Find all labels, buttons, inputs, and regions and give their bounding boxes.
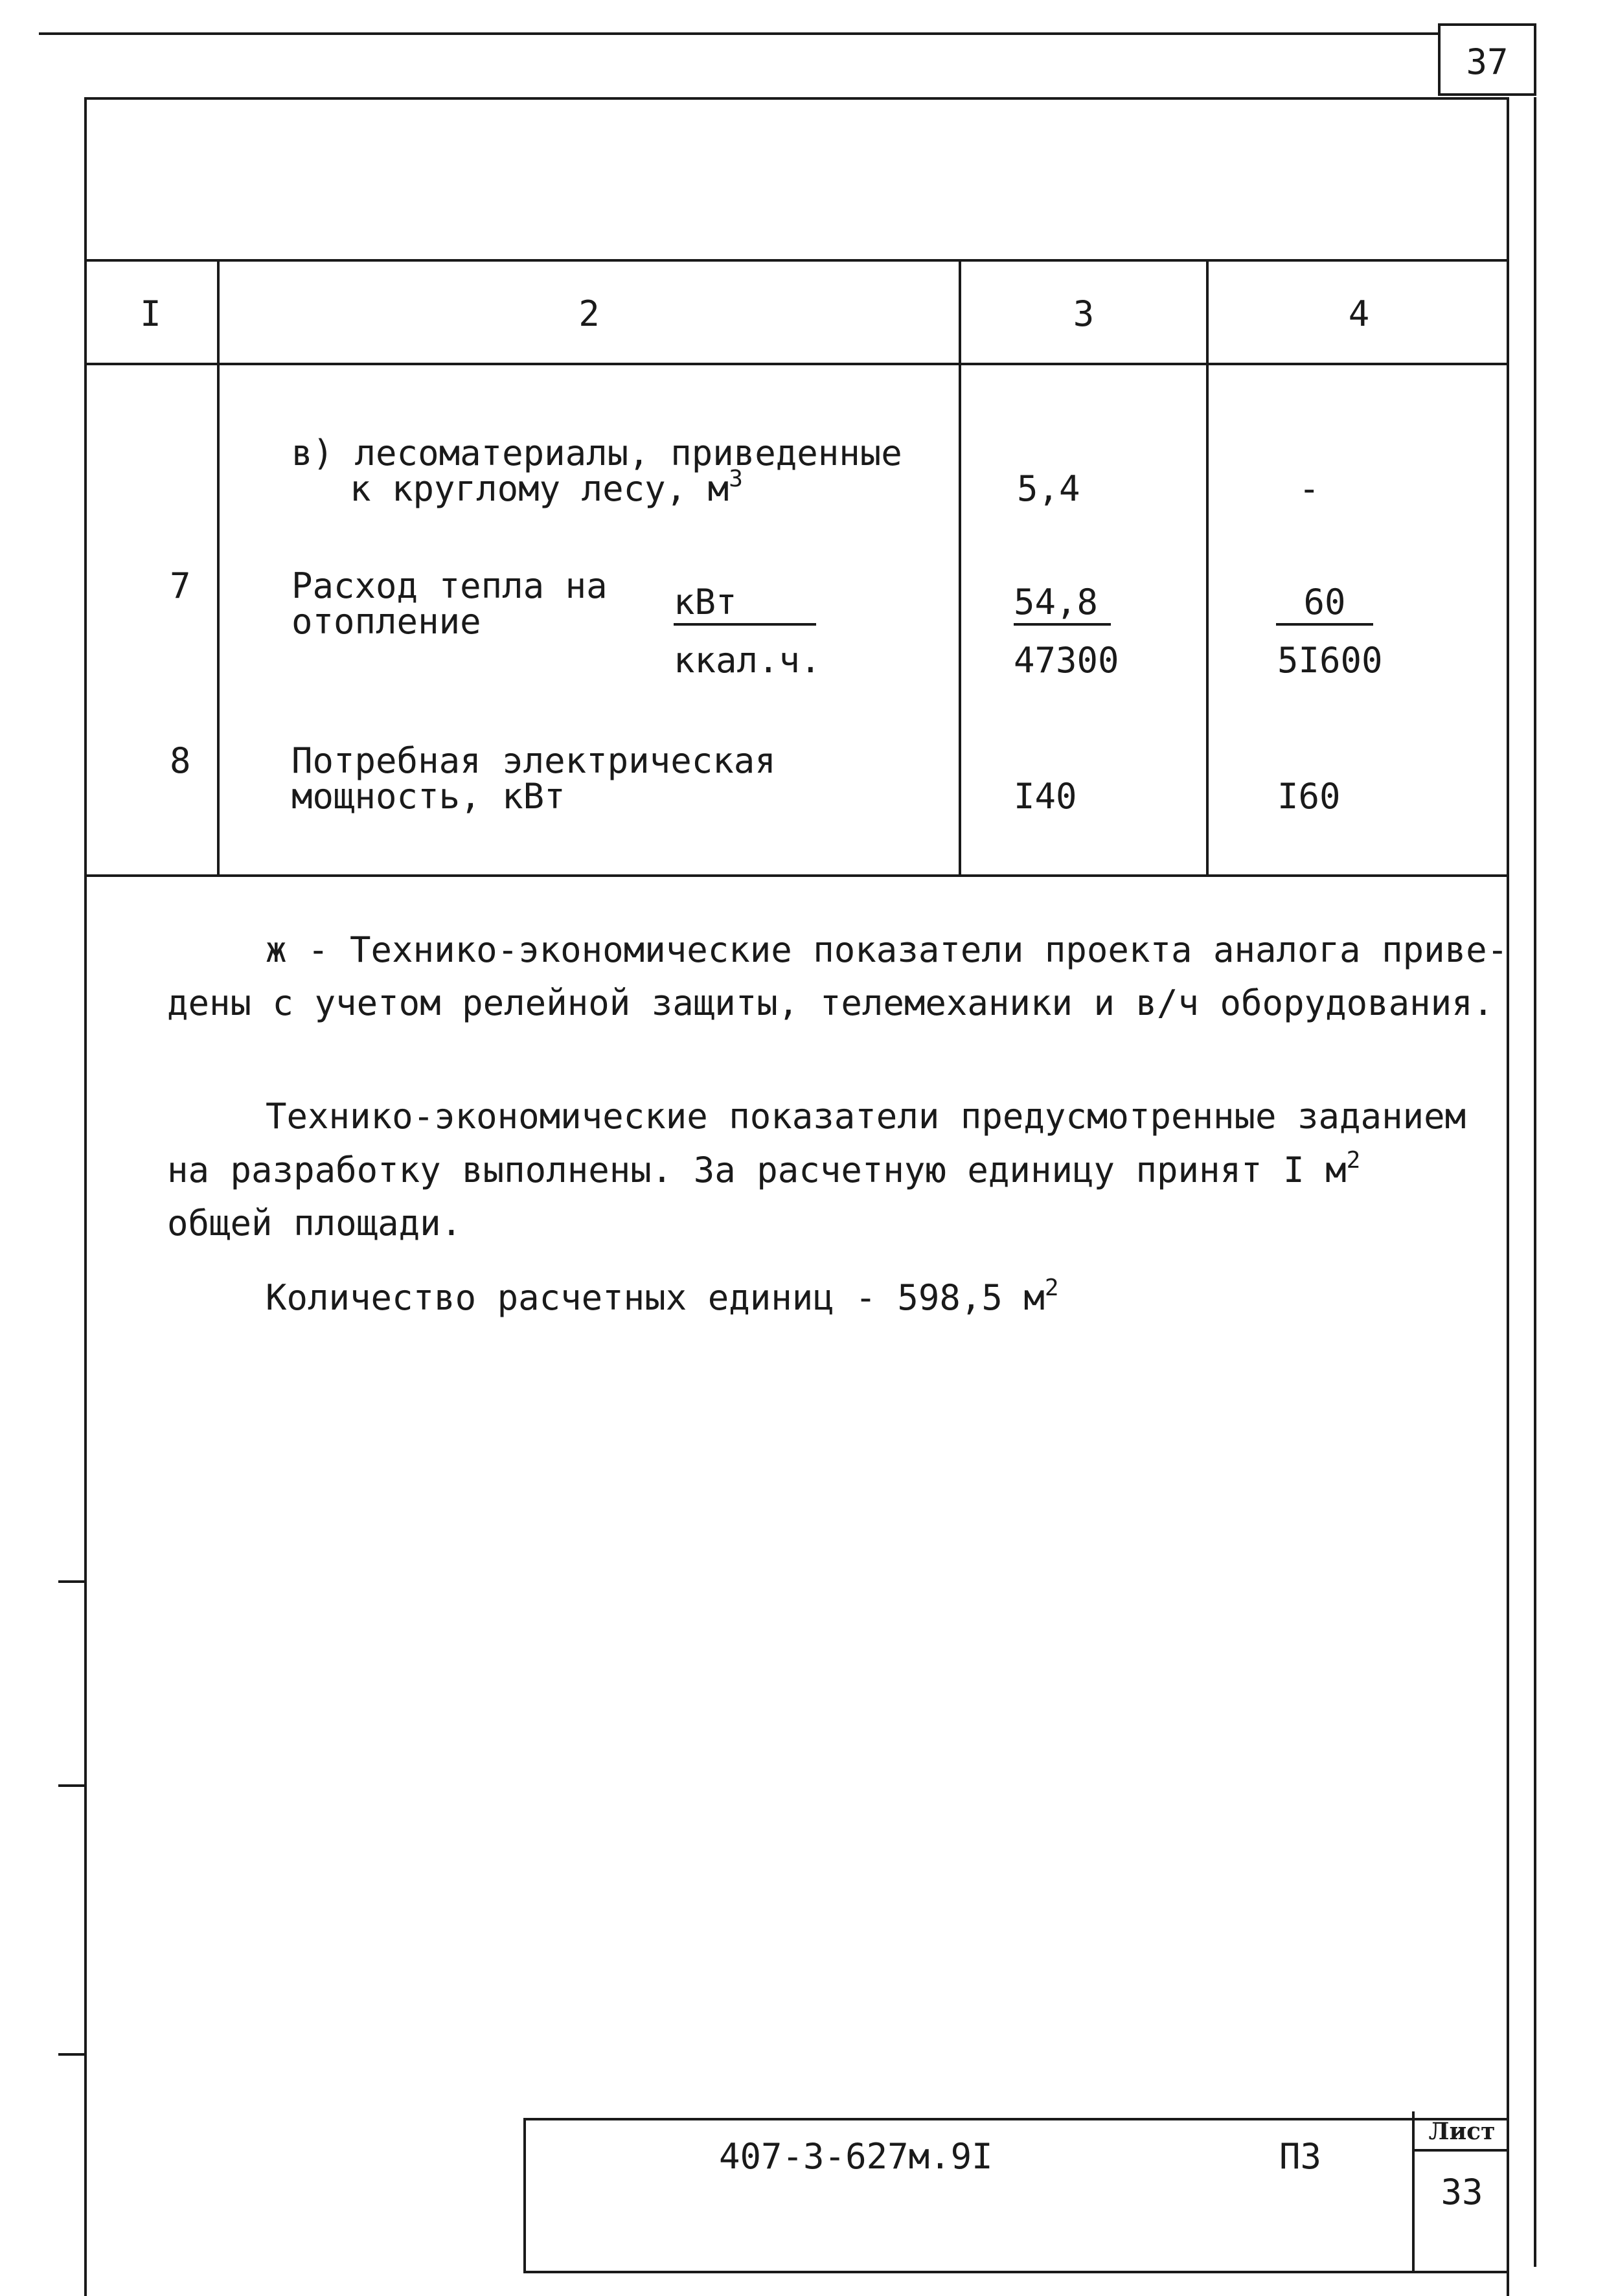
row-7-col3-kw-value: 54,8 <box>1014 583 1111 626</box>
right-double-rule <box>1534 97 1536 2267</box>
paragraph-line1: Технико-экономические показатели предусмотренные заданием <box>266 1096 1466 1137</box>
binding-tick <box>58 1784 87 1787</box>
paragraph-superscript: 2 <box>1346 1147 1361 1174</box>
row-v-name-text: к круглому лесу, м <box>350 468 729 509</box>
title-block <box>523 2118 1509 2273</box>
row-v-name-line2 <box>350 466 743 509</box>
row-7-col3-bottom: 47300 <box>1014 640 1119 681</box>
table-col-divider-2 <box>959 259 961 874</box>
row-8-number: 8 <box>170 740 191 781</box>
row-7-unit-top <box>674 583 816 626</box>
unit-count-line <box>266 1273 1059 1323</box>
unit-count-text: Количество расчетных единиц - 598,5 м <box>266 1277 1045 1318</box>
table-top-rule <box>84 259 1509 262</box>
table-bottom-rule <box>84 874 1509 877</box>
row-v-name-line1: в) лесоматериалы, приведенные <box>291 433 902 473</box>
footnote-line1: ж - Технико-экономические показатели проекта аналога приве- <box>266 929 1509 970</box>
row-7-col4-kw-value: 60 <box>1276 583 1373 626</box>
row-8-col4: I60 <box>1277 776 1341 817</box>
row-8-name-line1: Потребная электрическая <box>291 740 776 781</box>
row-7-unit-bottom: ккал.ч. <box>674 640 821 681</box>
sheet-label: Лист <box>1428 2118 1496 2145</box>
document-type: ПЗ <box>1279 2136 1322 2177</box>
row-7-unit-kw: кВт <box>674 583 816 626</box>
binding-tick <box>58 2053 87 2056</box>
header-col-4: 4 <box>1348 293 1370 334</box>
row-8-col3: I40 <box>1014 776 1077 817</box>
row-7-name-line1: Расход тепла на <box>291 565 608 606</box>
row-7-name-line2: отопление <box>291 601 481 642</box>
sheet-number: 33 <box>1441 2172 1483 2212</box>
table-header-rule <box>84 363 1509 365</box>
header-col-3: 3 <box>1073 293 1095 334</box>
header-col-2: 2 <box>578 293 600 334</box>
document-code: 407-3-627м.9I <box>719 2136 993 2177</box>
page-number: 37 <box>1466 41 1509 82</box>
row-v-col3: 5,4 <box>1017 468 1080 509</box>
binding-tick <box>58 1580 87 1583</box>
row-7-col4-bottom: 5I600 <box>1277 640 1383 681</box>
table-col-divider-3 <box>1206 259 1209 874</box>
row-7-col4-top <box>1270 583 1380 626</box>
paragraph-line2 <box>167 1145 1360 1196</box>
header-col-1: I <box>140 293 161 334</box>
row-8-name-line2: мощность, кВт <box>291 776 565 817</box>
row-7-col3-top <box>1014 583 1111 626</box>
paragraph-line3: общей площади. <box>167 1203 462 1244</box>
row-7-number: 7 <box>170 565 191 606</box>
paragraph-line2-text: на разработку выполнены. За расчетную единицу принят I м <box>167 1150 1347 1190</box>
row-v-superscript: 3 <box>729 466 743 492</box>
footnote-line2: дены с учетом релейной защиты, телемеханики и в/ч оборудования. <box>167 983 1494 1023</box>
page-frame <box>84 97 1509 2296</box>
table-col-divider-1 <box>217 259 220 874</box>
top-rule <box>39 32 1438 35</box>
unit-count-superscript: 2 <box>1044 1275 1059 1301</box>
row-v-col4: - <box>1299 468 1320 509</box>
title-block-sheet-rule <box>1412 2149 1509 2152</box>
